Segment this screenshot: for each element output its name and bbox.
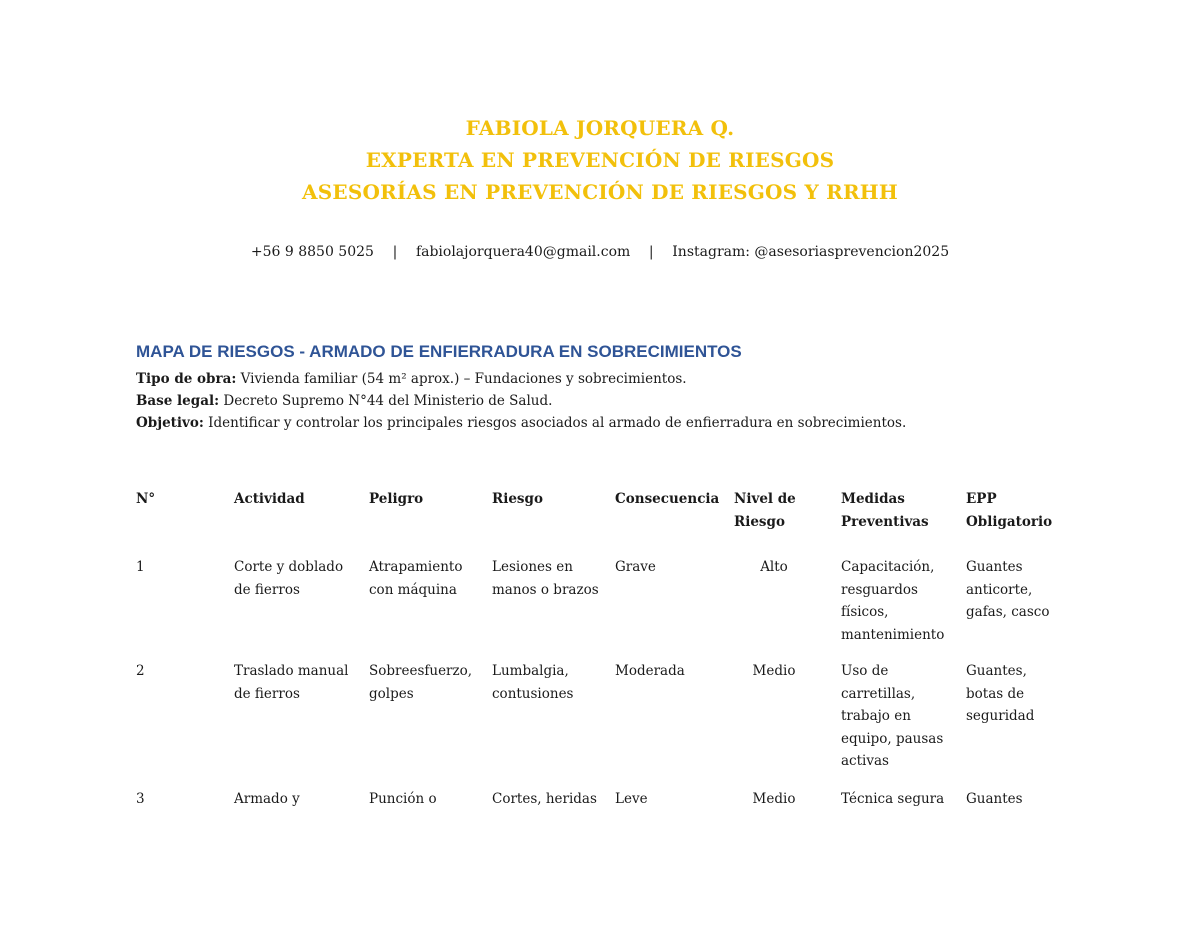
table-cell: Corte y doblado de fierros bbox=[234, 559, 344, 598]
table-cell: 1 bbox=[136, 559, 145, 575]
table-cell: Capacitación, resguardos físicos, mantenimiento bbox=[841, 559, 945, 643]
table-cell: Lumbalgia, contusiones bbox=[492, 663, 574, 702]
service-line: ASESORÍAS EN PREVENCIÓN DE RIESGOS Y RRHH bbox=[302, 180, 898, 204]
section-title: MAPA DE RIESGOS - ARMADO DE ENFIERRADURA EN SOBRECIMIENTOS bbox=[136, 342, 742, 361]
table-cell: Medio bbox=[752, 791, 796, 807]
header-cell: Peligro bbox=[369, 491, 424, 507]
header-cell: Consecuencia bbox=[615, 491, 720, 507]
contact-separator: | bbox=[392, 244, 398, 260]
table-cell: Medio bbox=[752, 663, 796, 679]
table-cell: Técnica segura bbox=[841, 791, 945, 807]
meta-tipo-obra bbox=[136, 368, 687, 390]
table-cell: Atrapamiento con máquina bbox=[369, 559, 463, 598]
meta-base-legal bbox=[136, 390, 552, 412]
table-cell: 2 bbox=[136, 663, 145, 679]
header-cell: Actividad bbox=[234, 491, 305, 507]
author-title: EXPERTA EN PREVENCIÓN DE RIESGOS bbox=[365, 148, 835, 172]
meta-value: Vivienda familiar (54 m² aprox.) – Fundaciones y sobrecimientos. bbox=[236, 371, 687, 387]
author-name: FABIOLA JORQUERA Q. bbox=[465, 116, 735, 140]
table-cell: Uso de carretillas, trabajo en equipo, pausas activas bbox=[841, 663, 944, 769]
header-cell: EPP Obligatorio bbox=[966, 491, 1053, 530]
table-header-row bbox=[136, 488, 1066, 556]
contact-separator: | bbox=[648, 244, 654, 260]
table-cell: Guantes bbox=[966, 791, 1023, 807]
letterhead bbox=[0, 112, 1200, 208]
table-cell: Guantes anticorte, gafas, casco bbox=[966, 559, 1050, 620]
instagram-handle: Instagram: @asesoriasprevencion2025 bbox=[672, 244, 950, 260]
email-address: fabiolajorquera40@gmail.com bbox=[415, 244, 631, 260]
table-row bbox=[136, 788, 1066, 828]
risk-table bbox=[136, 488, 1066, 828]
table-cell: Leve bbox=[615, 791, 648, 807]
header-cell: N° bbox=[136, 491, 156, 507]
table-row bbox=[136, 660, 1066, 788]
meta-value: Identificar y controlar los principales riesgos asociados al armado de enfierradura en sobrecimientos. bbox=[203, 415, 907, 431]
table-cell: Moderada bbox=[615, 663, 685, 679]
table-cell: Cortes, heridas bbox=[492, 791, 597, 807]
meta-value: Decreto Supremo N°44 del Ministerio de Salud. bbox=[219, 393, 553, 409]
table-cell: Sobreesfuerzo, golpes bbox=[369, 663, 473, 702]
phone-number: +56 9 8850 5025 bbox=[250, 244, 374, 260]
table-cell: Armado y bbox=[234, 791, 300, 807]
table-row bbox=[136, 556, 1066, 660]
table-cell: Grave bbox=[615, 559, 656, 575]
contact-row bbox=[0, 244, 1200, 260]
header-cell: Nivel de Riesgo bbox=[734, 491, 796, 530]
table-cell: Alto bbox=[760, 559, 788, 575]
meta-label: Base legal: bbox=[136, 393, 220, 409]
table-cell: Lesiones en manos o brazos bbox=[492, 559, 599, 598]
table-cell: 3 bbox=[136, 791, 145, 807]
meta-label: Tipo de obra: bbox=[136, 371, 237, 387]
table-cell: Guantes, botas de seguridad bbox=[966, 663, 1035, 724]
meta-objetivo bbox=[136, 412, 906, 434]
table-cell: Punción o bbox=[369, 791, 437, 807]
header-cell: Riesgo bbox=[492, 491, 543, 507]
table-cell: Traslado manual de fierros bbox=[234, 663, 349, 702]
header-cell: Medidas Preventivas bbox=[841, 491, 929, 530]
meta-label: Objetivo: bbox=[136, 415, 204, 431]
